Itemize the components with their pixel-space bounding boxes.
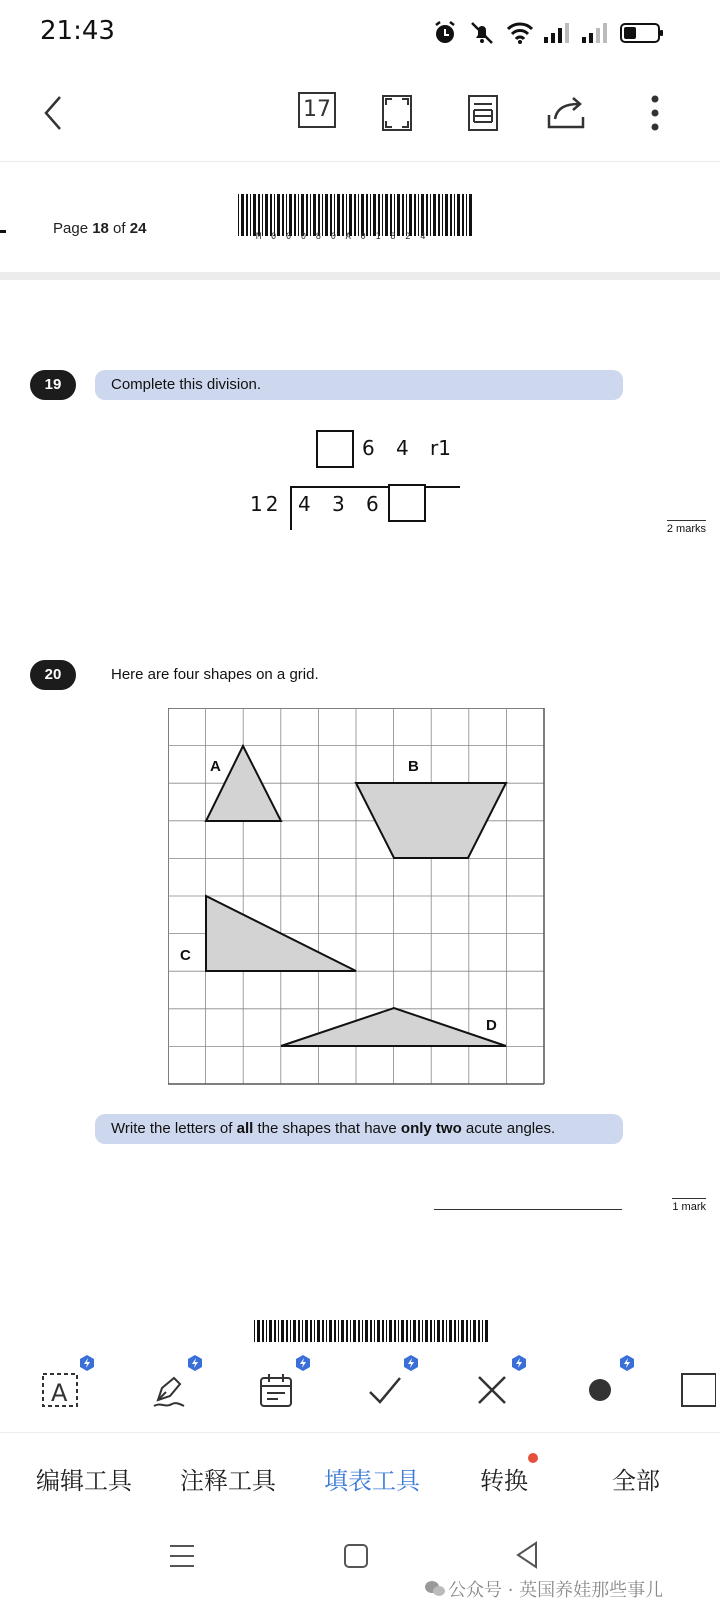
battery-icon: [620, 22, 664, 44]
barcode-bar: [330, 194, 332, 236]
barcode-bar: [310, 194, 311, 236]
barcode-bar: [469, 194, 472, 236]
barcode-bar: [457, 194, 460, 236]
division-bracket-top: [290, 486, 460, 488]
barcode-bar: [473, 1320, 476, 1342]
quotient-remainder: r1: [430, 436, 451, 460]
question-intro-20: Here are four shapes on a grid.: [111, 666, 319, 683]
barcode-bar: [282, 194, 284, 236]
barcode-bar: [310, 1320, 312, 1342]
barcode-bar: [418, 1320, 420, 1342]
barcode-bar: [253, 194, 256, 236]
rectangle-tool[interactable]: [676, 1360, 720, 1420]
barcode-bar: [293, 1320, 296, 1342]
barcode-bar: [246, 194, 248, 236]
barcode: [238, 194, 472, 236]
barcode-bar: [466, 194, 467, 236]
barcode-bar: [482, 1320, 483, 1342]
barcode-bar: [485, 1320, 488, 1342]
shape-label-b: B: [408, 758, 419, 775]
barcode-bar: [378, 194, 380, 236]
tab-all[interactable]: 全部: [612, 1467, 660, 1495]
barcode-bar: [397, 194, 400, 236]
barcode-bar: [406, 1320, 408, 1342]
shape-b: [356, 783, 506, 858]
barcode-bar: [329, 1320, 332, 1342]
text-box-icon: [40, 1370, 80, 1410]
shape-grid: [168, 708, 546, 1086]
division-bracket-side: [290, 486, 292, 530]
tab-annotate-tools[interactable]: 注释工具: [180, 1467, 276, 1495]
notification-dot: [528, 1453, 538, 1463]
date-icon: [256, 1370, 296, 1410]
barcode-bar: [298, 194, 299, 236]
barcode-bar: [269, 1320, 272, 1342]
barcode-bar: [277, 194, 280, 236]
checkmark-tool[interactable]: [354, 1360, 414, 1420]
barcode-bar: [350, 1320, 351, 1342]
barcode-bar: [446, 1320, 447, 1342]
barcode-bar: [454, 1320, 456, 1342]
barcode-bar: [290, 1320, 291, 1342]
question-number-20: 20: [30, 660, 76, 690]
question-instruction-20: [95, 1114, 623, 1144]
dot-tool[interactable]: [570, 1360, 630, 1420]
cross-tool[interactable]: [462, 1360, 522, 1420]
more-icon: [649, 93, 661, 133]
barcode-bar: [409, 194, 412, 236]
rectangle-icon: [676, 1370, 716, 1410]
barcode-bar: [413, 1320, 416, 1342]
shape-label-d: D: [486, 1017, 497, 1034]
barcode-bar: [449, 1320, 452, 1342]
top-toolbar: [0, 66, 720, 162]
barcode-bar: [442, 1320, 444, 1342]
dividend-digit: 6: [366, 492, 379, 516]
barcode-bar: [466, 1320, 468, 1342]
barcode-bar: [274, 194, 275, 236]
barcode-bar: [301, 194, 304, 236]
quotient-digit: 6: [362, 436, 375, 460]
shape-label-a: A: [210, 758, 221, 775]
reading-mode-icon: [466, 93, 500, 133]
answer-box-dividend[interactable]: [388, 484, 426, 522]
barcode-bar: [254, 1320, 255, 1342]
wechat-icon: [424, 1580, 446, 1598]
barcode-bar: [305, 1320, 308, 1342]
tab-convert[interactable]: 转换: [480, 1467, 528, 1495]
instruction-part: the shapes that have: [253, 1120, 401, 1137]
barcode-bar: [394, 194, 395, 236]
shape-label-c: C: [180, 947, 191, 964]
back-nav-icon[interactable]: [514, 1540, 540, 1570]
barcode-bar: [389, 1320, 392, 1342]
page-of: of: [108, 220, 130, 237]
barcode-bar: [281, 1320, 284, 1342]
question-prompt-19: Complete this division.: [95, 370, 623, 400]
barcode-bar: [370, 1320, 372, 1342]
barcode-bar: [334, 194, 335, 236]
home-icon[interactable]: [342, 1542, 370, 1570]
barcode-bar: [390, 194, 392, 236]
barcode-bar: [346, 194, 347, 236]
barcode-bar: [361, 194, 364, 236]
barcode-bar: [294, 194, 296, 236]
barcode-bar: [414, 194, 416, 236]
flash-badge-icon: [618, 1354, 636, 1372]
barcode-bar: [358, 194, 359, 236]
barcode-bar: [410, 1320, 411, 1342]
status-icons: [432, 18, 664, 48]
barcode-bar: [334, 1320, 336, 1342]
page-current: 18: [92, 220, 109, 237]
page-number-button[interactable]: 17: [298, 92, 336, 128]
barcode-bar: [402, 194, 404, 236]
question-number-19: 19: [30, 370, 76, 400]
tab-fill-tools[interactable]: 填表工具: [324, 1467, 420, 1495]
date-tool[interactable]: [246, 1360, 306, 1420]
flash-badge-icon: [78, 1354, 96, 1372]
wifi-icon: [506, 21, 534, 45]
instruction-part: Write the letters of: [111, 1120, 237, 1137]
instruction-bold: only two: [400, 1120, 462, 1137]
shape-d: [281, 1008, 506, 1046]
barcode-bar: [262, 1320, 264, 1342]
flash-badge-icon: [510, 1354, 528, 1372]
barcode-bar: [421, 194, 424, 236]
dividend-digit: 3: [332, 492, 345, 516]
barcode-bar: [377, 1320, 380, 1342]
reading-mode-button[interactable]: [458, 88, 508, 138]
answer-box-quotient[interactable]: [316, 430, 354, 468]
barcode-bar: [286, 194, 287, 236]
barcode-bar: [438, 194, 440, 236]
barcode-bar: [433, 194, 436, 236]
barcode-bar: [314, 1320, 315, 1342]
barcode-bar: [341, 1320, 344, 1342]
flash-badge-icon: [186, 1354, 204, 1372]
barcode-text: M00080A01824: [256, 232, 436, 242]
marks-19: 2 marks: [667, 520, 706, 535]
barcode-bar: [349, 194, 352, 236]
barcode-bar: [430, 194, 431, 236]
status-bar: [0, 0, 720, 66]
barcode-bar: [434, 1320, 435, 1342]
barcode-bar: [425, 1320, 428, 1342]
barcode-bar: [322, 1320, 324, 1342]
barcode-bar: [398, 1320, 399, 1342]
barcode-bar: [445, 194, 448, 236]
signature-tool[interactable]: [138, 1360, 198, 1420]
barcode-bar: [250, 194, 251, 236]
dot-icon: [580, 1370, 620, 1410]
barcode-bar: [478, 1320, 480, 1342]
watermark-text: 公众号 · 英国养娃那些事儿: [448, 1580, 664, 1600]
status-time: 21:43: [40, 16, 115, 46]
barcode-bar: [322, 194, 323, 236]
barcode-bar: [470, 1320, 471, 1342]
barcode-bar: [462, 194, 464, 236]
barcode-bar: [385, 194, 388, 236]
more-button[interactable]: [630, 88, 680, 138]
barcode-bar: [289, 194, 292, 236]
barcode-bar: [318, 194, 320, 236]
barcode-bar: [437, 1320, 440, 1342]
barcode-bar: [257, 1320, 260, 1342]
barcode-bar: [426, 194, 428, 236]
barcode-bar: [382, 1320, 384, 1342]
barcode-bar: [270, 194, 272, 236]
dividend-digit: 4: [298, 492, 311, 516]
barcode-bar: [266, 1320, 267, 1342]
barcode-bar: [258, 194, 260, 236]
barcode-bottom: [254, 1320, 490, 1342]
barcode-bar: [442, 194, 443, 236]
share-icon: [545, 93, 589, 133]
back-icon: [38, 93, 68, 133]
barcode-bar: [338, 1320, 339, 1342]
barcode-bar: [241, 194, 244, 236]
barcode-bar: [373, 194, 376, 236]
crop-mark: [0, 230, 6, 233]
barcode-bar: [362, 1320, 363, 1342]
barcode-bar: [454, 194, 455, 236]
fullscreen-icon: [380, 93, 414, 133]
barcode-bar: [394, 1320, 396, 1342]
barcode-bar: [461, 1320, 464, 1342]
pen-icon: [148, 1370, 188, 1410]
barcode-bar: [265, 194, 268, 236]
barcode-bar: [458, 1320, 459, 1342]
barcode-bar: [325, 194, 328, 236]
cross-icon: [472, 1370, 512, 1410]
barcode-bar: [418, 194, 419, 236]
text-box-tool[interactable]: [30, 1360, 90, 1420]
page-footer: [0, 164, 720, 274]
page-prefix: Page: [53, 220, 93, 237]
flash-badge-icon: [294, 1354, 312, 1372]
checkmark-icon: [364, 1370, 404, 1410]
barcode-bar: [353, 1320, 356, 1342]
barcode-bar: [406, 194, 407, 236]
barcode-bar: [302, 1320, 303, 1342]
barcode-bar: [370, 194, 371, 236]
divisor: 12: [250, 492, 282, 516]
barcode-bar: [354, 194, 356, 236]
barcode-bar: [346, 1320, 348, 1342]
flash-badge-icon: [402, 1354, 420, 1372]
barcode-bar: [450, 194, 452, 236]
barcode-bar: [386, 1320, 387, 1342]
tab-edit-tools[interactable]: 编辑工具: [36, 1467, 132, 1495]
barcode-bar: [374, 1320, 375, 1342]
share-button[interactable]: [542, 88, 592, 138]
barcode-bar: [401, 1320, 404, 1342]
barcode-bar: [274, 1320, 276, 1342]
instruction-part: acute angles.: [461, 1120, 556, 1137]
barcode-bar: [366, 194, 368, 236]
mute-icon: [468, 20, 496, 46]
watermark: [424, 1576, 663, 1600]
barcode-bar: [238, 194, 239, 236]
instruction-bold: all: [236, 1120, 254, 1137]
page-separator: [0, 272, 720, 280]
barcode-bar: [317, 1320, 320, 1342]
barcode-bar: [422, 1320, 423, 1342]
answer-line-20[interactable]: [434, 1209, 622, 1210]
barcode-bar: [326, 1320, 327, 1342]
fullscreen-button[interactable]: [372, 88, 422, 138]
page-total: 24: [129, 220, 147, 237]
quotient-digit: 4: [396, 436, 409, 460]
barcode-bar: [365, 1320, 368, 1342]
signal-icon: [544, 22, 572, 44]
tool-category-tabs: [0, 1432, 720, 1528]
barcode-bar: [337, 194, 340, 236]
barcode-bar: [262, 194, 263, 236]
barcode-bar: [430, 1320, 432, 1342]
menu-icon[interactable]: [168, 1542, 196, 1570]
signal-icon-2: [582, 22, 610, 44]
fill-tools-row: [0, 1348, 720, 1432]
barcode-bar: [306, 194, 308, 236]
barcode-bar: [278, 1320, 279, 1342]
barcode-bar: [298, 1320, 300, 1342]
alarm-icon: [432, 20, 458, 46]
barcode-bar: [382, 194, 383, 236]
marks-20: 1 mark: [672, 1198, 706, 1213]
svg-text:A: A: [51, 1379, 68, 1407]
barcode-bar: [286, 1320, 288, 1342]
barcode-bar: [313, 194, 316, 236]
back-button[interactable]: [28, 88, 78, 138]
barcode-bar: [342, 194, 344, 236]
barcode-bar: [358, 1320, 360, 1342]
page-label: [53, 220, 146, 237]
